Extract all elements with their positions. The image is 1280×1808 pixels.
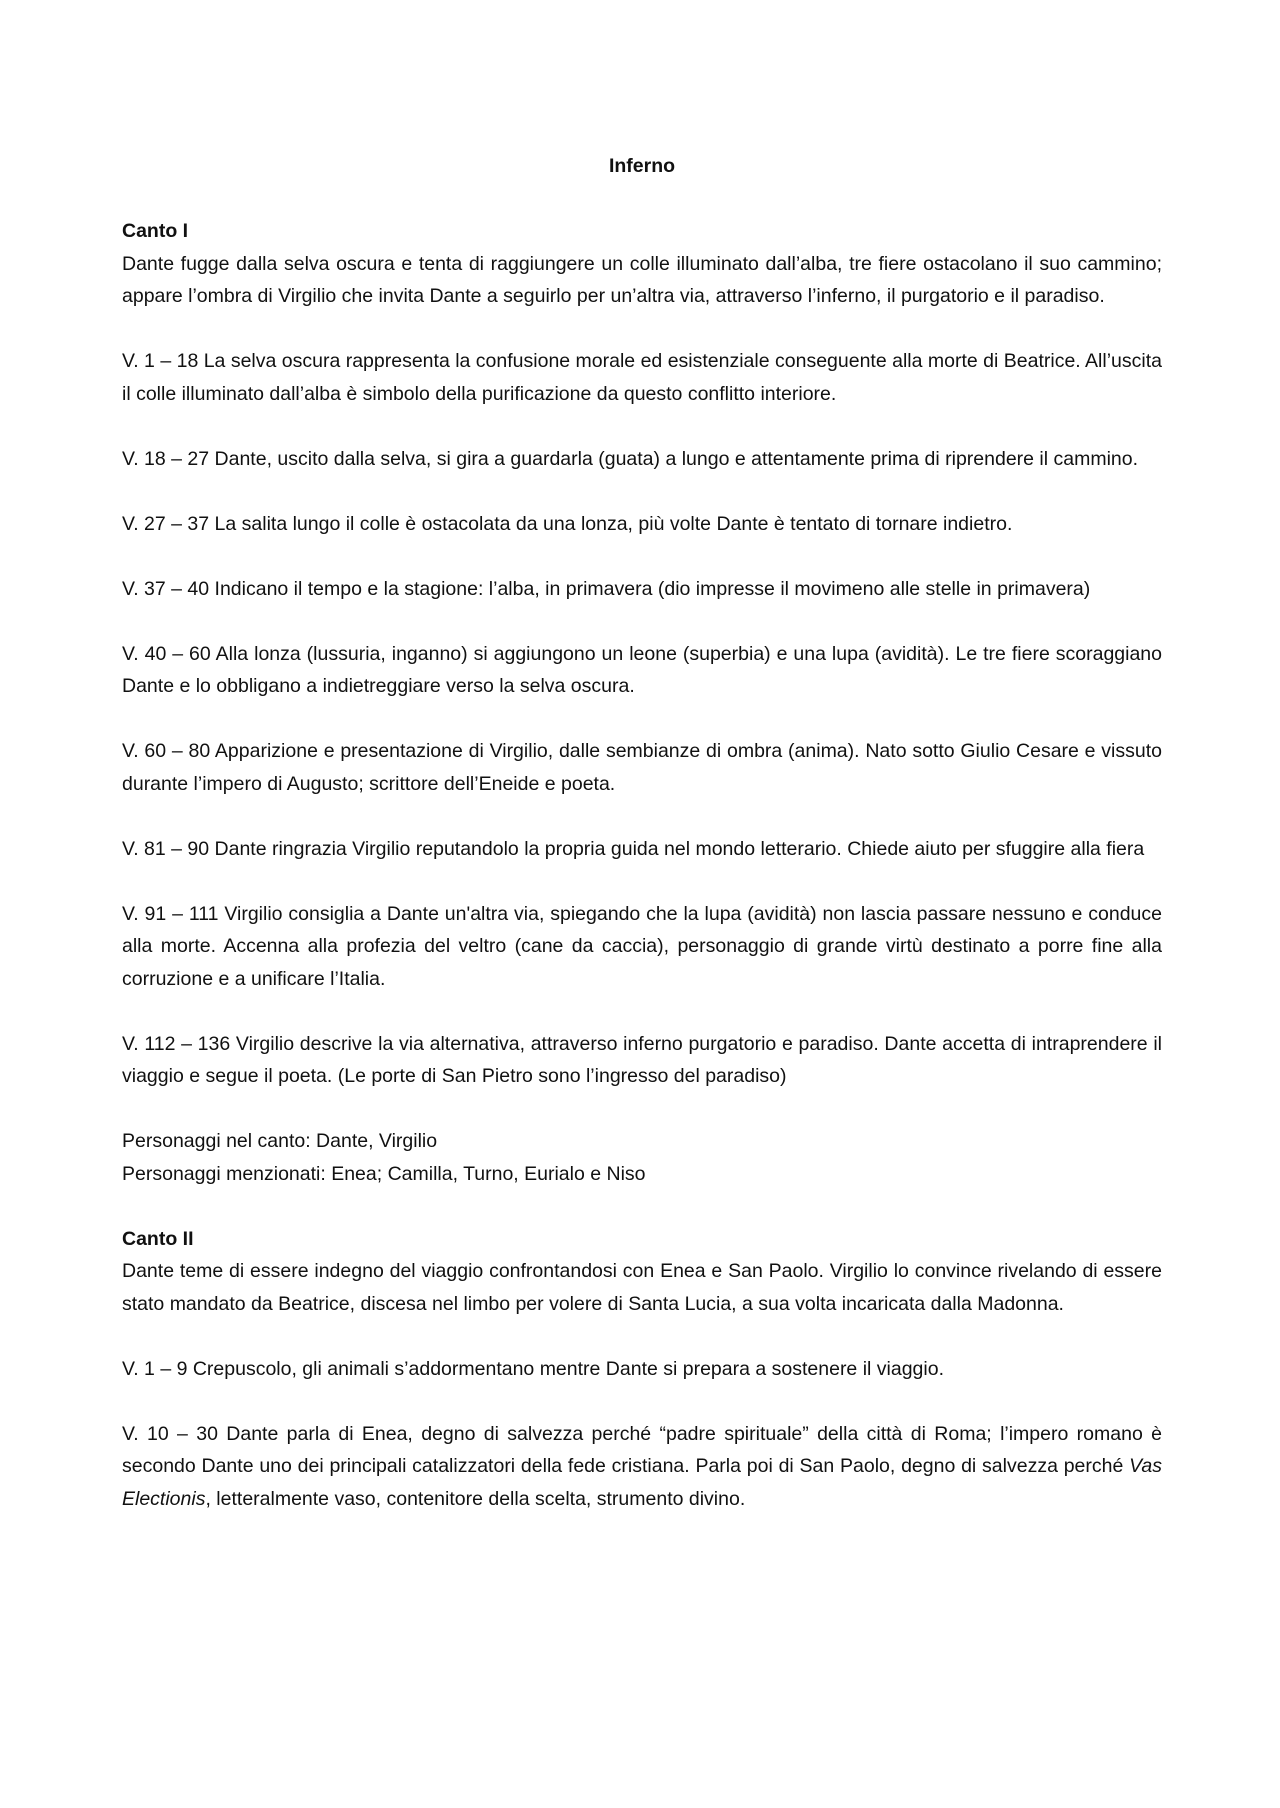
verse-text: , letteralmente vaso, contenitore della scelta, strumento divino. <box>205 1487 746 1510</box>
verse-paragraph: V. 18 – 27 Dante, uscito dalla selva, si gira a guardarla (guata) a lungo e attentamente prima di riprendere il cammino. <box>122 447 1139 470</box>
verse-paragraph: V. 27 – 37 La salita lungo il colle è ostacolata da una lonza, più volte Dante è tentato di tornare indietro. <box>122 512 1013 535</box>
verse-text: V. 10 – 30 Dante parla di Enea, degno di salvezza perché “padre spirituale” della città di Roma; l’impero romano è secondo Dante uno dei principali catalizzatori della fede cristiana. Parla poi di San Paolo, degno di salvezza perché <box>122 1422 1162 1477</box>
verse-paragraph: V. 112 – 136 Virgilio descrive la via alternativa, attraverso inferno purgatorio e paradiso. Dante accetta di intraprendere il viaggio e segue il poeta. (Le porte di San Pietro sono l’ingresso del paradiso) <box>122 1032 1162 1087</box>
verse-paragraph <box>122 1418 1162 1516</box>
verse-paragraph: V. 1 – 9 Crepuscolo, gli animali s’addormentano mentre Dante si prepara a sostenere il viaggio. <box>122 1357 944 1380</box>
document-page <box>122 150 1162 1548</box>
verse-paragraph: V. 37 – 40 Indicano il tempo e la stagione: l’alba, in primavera (dio impresse il movimeno alle stelle in primavera) <box>122 577 1091 600</box>
characters-in-canto: Personaggi nel canto: Dante, Virgilio <box>122 1130 438 1152</box>
verse-paragraph: V. 91 – 111 Virgilio consiglia a Dante un'altra via, spiegando che la lupa (avidità) non lascia passare nessuno e conduce alla morte. Accenna alla profezia del veltro (cane da caccia), personaggio di grande virtù destinato a porre fine alla corruzione e a unificare l’Italia. <box>122 902 1162 990</box>
canto-1-section <box>122 215 1162 1190</box>
characters-block <box>122 1125 1162 1190</box>
verse-paragraph: V. 81 – 90 Dante ringrazia Virgilio reputandolo la propria guida nel mondo letterario. Chiede aiuto per sfuggire alla fiera <box>122 837 1145 860</box>
canto-1-heading: Canto I <box>122 220 189 242</box>
canto-2-section <box>122 1223 1162 1516</box>
canto-1-summary: Dante fugge dalla selva oscura e tenta di raggiungere un colle illuminato dall’alba, tre fiere ostacolano il suo cammino; appare l’ombra di Virgilio che invita Dante a seguirlo per un’altra via, attraverso l’inferno, il purgatorio e il paradiso. <box>122 252 1162 307</box>
verse-paragraph: V. 1 – 18 La selva oscura rappresenta la confusione morale ed esistenziale conseguente alla morte di Beatrice. All’uscita il colle illuminato dall’alba è simbolo della purificazione da questo conflitto interiore. <box>122 350 1162 405</box>
verse-paragraph: V. 60 – 80 Apparizione e presentazione di Virgilio, dalle sembianze di ombra (anima). Nato sotto Giulio Cesare e vissuto durante l’impero di Augusto; scrittore dell’Eneide e poeta. <box>122 740 1162 795</box>
verse-latin-term: Vas Electionis <box>122 1455 1162 1510</box>
canto-2-heading: Canto II <box>122 1227 194 1250</box>
document-title: Inferno <box>608 155 676 177</box>
characters-mentioned: Personaggi menzionati: Enea; Camilla, Turno, Eurialo e Niso <box>122 1162 646 1185</box>
canto-2-summary: Dante teme di essere indegno del viaggio confrontandosi con Enea e San Paolo. Virgilio lo convince rivelando di essere stato mandato da Beatrice, discesa nel limbo per volere di Santa Lucia, a sua volta incaricata dalla Madonna. <box>122 1260 1162 1315</box>
verse-paragraph: V. 40 – 60 Alla lonza (lussuria, inganno) si aggiungono un leone (superbia) e una lupa (avidità). Le tre fiere scoraggiano Dante e lo obbligano a indietreggiare verso la selva oscura. <box>122 642 1162 697</box>
